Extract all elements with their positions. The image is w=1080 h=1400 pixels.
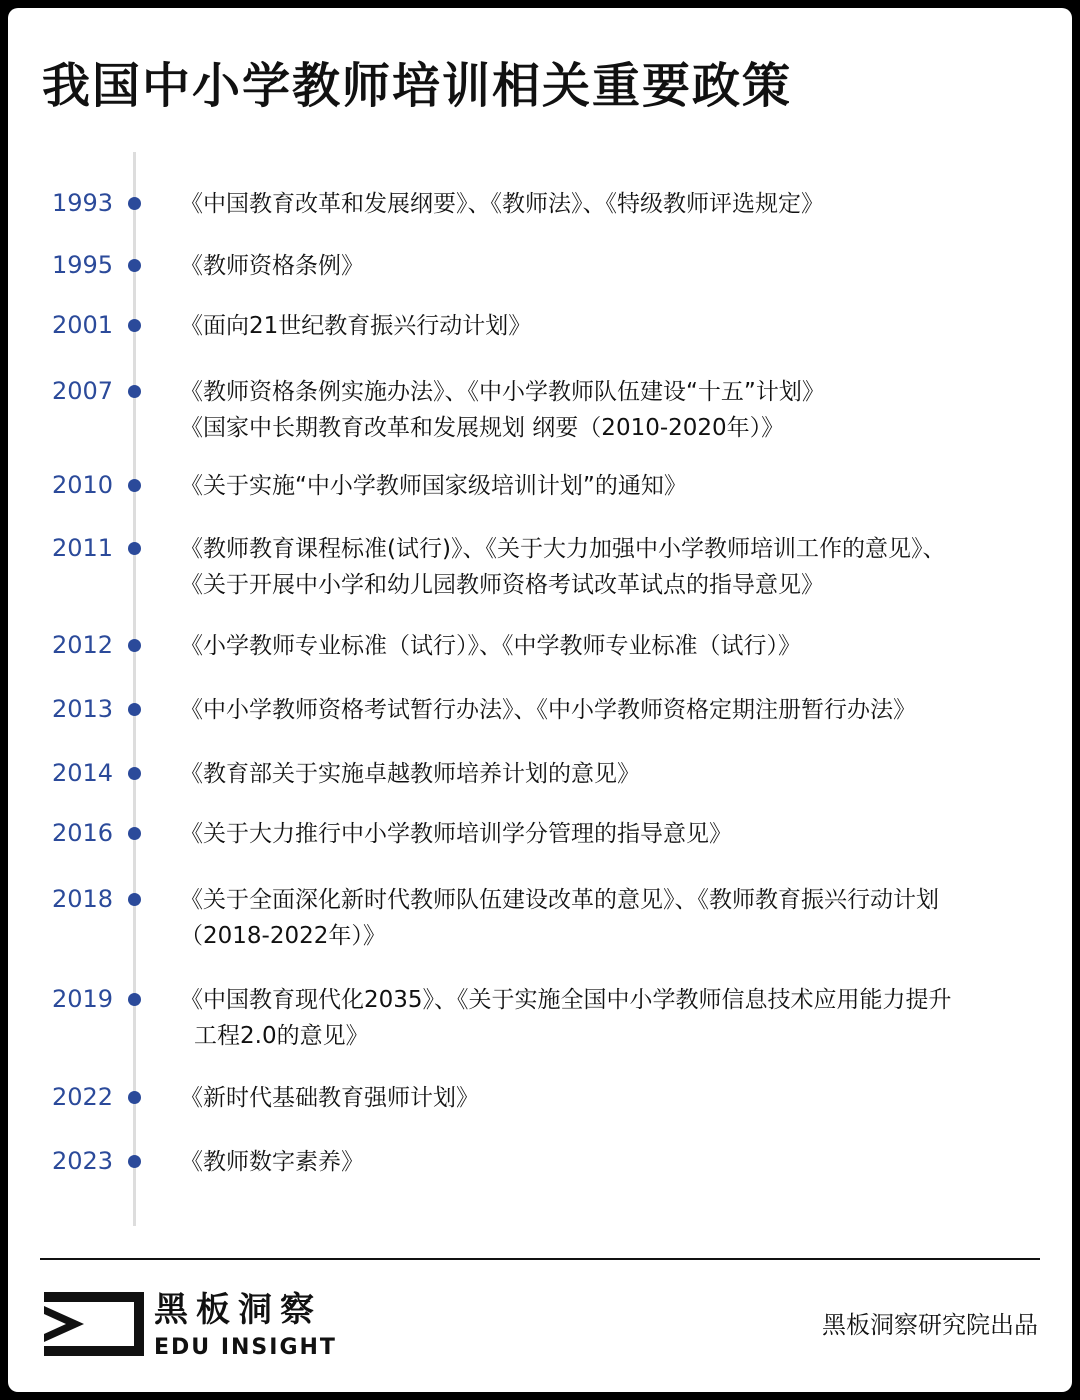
policy-line: 《新时代基础教育强师计划》 — [180, 1085, 479, 1111]
policy-text — [180, 186, 1040, 222]
brand-name-cn: 黑板洞察 — [154, 1290, 322, 1330]
policy-text — [180, 1080, 1040, 1116]
timeline-dot — [128, 703, 141, 716]
edu-insight-logo-icon — [44, 1292, 144, 1356]
timeline-dot — [128, 259, 141, 272]
policy-text — [180, 1144, 1040, 1180]
timeline-dot — [128, 639, 141, 652]
policy-text — [180, 468, 1040, 504]
timeline-dot — [128, 993, 141, 1006]
timeline-year: 2019 — [52, 985, 114, 1013]
timeline-line — [133, 152, 136, 1226]
timeline-year: 2014 — [52, 759, 114, 787]
timeline-year: 2023 — [52, 1147, 114, 1175]
policy-line: 《关于实施“中小学教师国家级培训计划”的通知》 — [180, 473, 687, 499]
timeline-dot — [128, 197, 141, 210]
policy-text — [180, 756, 1040, 792]
poster-card — [8, 8, 1072, 1392]
policy-text — [180, 982, 1040, 1054]
timeline-dot — [128, 893, 141, 906]
timeline-dot — [128, 385, 141, 398]
timeline-year: 2022 — [52, 1083, 114, 1111]
timeline-dot — [128, 479, 141, 492]
policy-line: 《关于大力推行中小学教师培训学分管理的指导意见》 — [180, 821, 732, 847]
timeline-year: 2001 — [52, 311, 114, 339]
timeline-year: 2011 — [52, 534, 114, 562]
footer-divider — [40, 1258, 1040, 1260]
policy-line: 《教师教育课程标准(试行)》、《关于大力加强中小学教师培训工作的意见》、 — [180, 536, 946, 562]
policy-line: 《教师资格条例实施办法》、《中小学教师队伍建设“十五”计划》 — [180, 379, 825, 405]
timeline-dot — [128, 542, 141, 555]
policy-text — [180, 692, 1040, 728]
policy-line: 《小学教师专业标准（试行）》、《中学教师专业标准（试行）》 — [180, 633, 801, 659]
policy-line: 《中国教育改革和发展纲要》、《教师法》、《特级教师评选规定》 — [180, 191, 824, 217]
policy-line: 《国家中长期教育改革和发展规划 纲要（2010-2020年）》 — [180, 415, 785, 441]
policy-line: 《面向21世纪教育振兴行动计划》 — [180, 313, 532, 339]
timeline-dot — [128, 1155, 141, 1168]
policy-text — [180, 308, 1040, 344]
timeline-year: 2018 — [52, 885, 114, 913]
policy-line: 《教师资格条例》 — [180, 253, 364, 279]
timeline-dot — [128, 767, 141, 780]
policy-line: 《关于全面深化新时代教师队伍建设改革的意见》、《教师教育振兴行动计划 — [180, 887, 939, 913]
brand-name-en: EDU INSIGHT — [154, 1335, 337, 1360]
timeline-dot — [128, 827, 141, 840]
policy-text — [180, 374, 1040, 446]
timeline-dot — [128, 1091, 141, 1104]
timeline-year: 2010 — [52, 471, 114, 499]
policy-text — [180, 531, 1040, 603]
policy-line: 《中国教育现代化2035》、《关于实施全国中小学教师信息技术应用能力提升 — [180, 987, 952, 1013]
policy-line: 工程2.0的意见》 — [194, 1023, 369, 1049]
policy-line: （2018-2022年）》 — [180, 923, 386, 949]
policy-line: 《教育部关于实施卓越教师培养计划的意见》 — [180, 761, 640, 787]
timeline-year: 2007 — [52, 377, 114, 405]
page-title: 我国中小学教师培训相关重要政策 — [42, 58, 793, 114]
timeline-year: 2012 — [52, 631, 114, 659]
timeline-year: 2016 — [52, 819, 114, 847]
timeline-year: 2013 — [52, 695, 114, 723]
policy-text — [180, 628, 1040, 664]
policy-line: 《关于开展中小学和幼儿园教师资格考试改革试点的指导意见》 — [180, 572, 824, 598]
timeline-year: 1993 — [52, 189, 114, 217]
policy-text — [180, 248, 1040, 284]
timeline-year: 1995 — [52, 251, 114, 279]
credit-text: 黑板洞察研究院出品 — [822, 1311, 1038, 1339]
policy-text — [180, 882, 1040, 954]
timeline-dot — [128, 319, 141, 332]
policy-line: 《中小学教师资格考试暂行办法》、《中小学教师资格定期注册暂行办法》 — [180, 697, 916, 723]
policy-text — [180, 816, 1040, 852]
policy-line: 《教师数字素养》 — [180, 1149, 364, 1175]
